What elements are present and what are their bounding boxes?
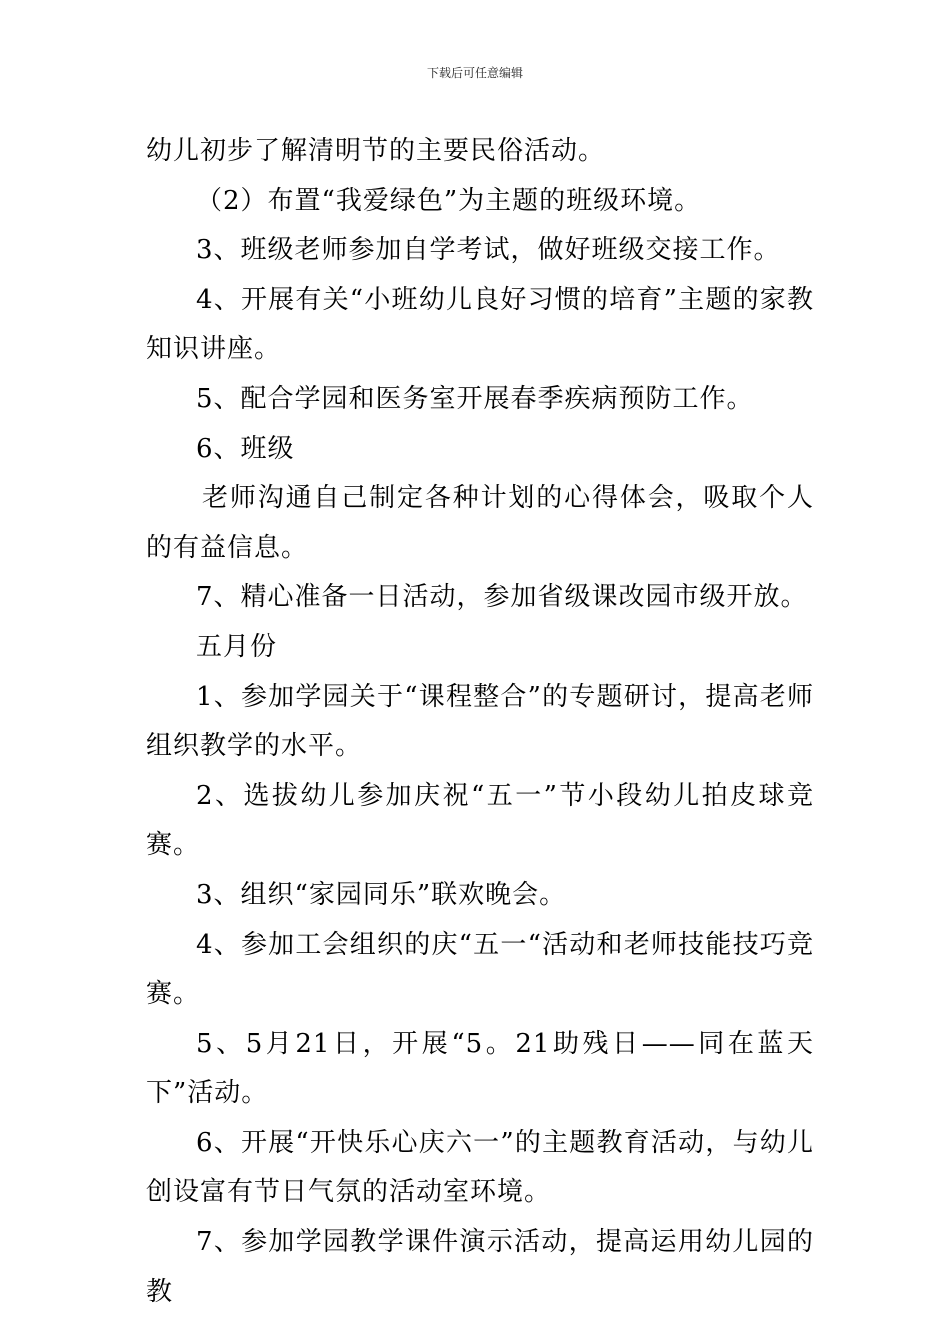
paragraph-13: 4、参加工会组织的庆“五一“活动和老师技能技巧竞赛。: [146, 929, 814, 1010]
page-header: 下载后可任意编辑: [426, 66, 523, 80]
paragraph-5: 5、配合学园和医务室开展春季疾病预防工作。: [196, 383, 754, 414]
section-heading-may: 五月份: [196, 631, 278, 662]
paragraph-15: 6、开展“开快乐心庆六一”的主题教育活动，与幼儿创设富有节日气氛的活动室环境。: [146, 1127, 814, 1208]
paragraph-2: （2）布置“我爱绿色”为主题的班级环境。: [196, 185, 702, 216]
paragraph-14: 5、5月21日，开展“5。21助残日——同在蓝天下”活动。: [146, 1028, 814, 1109]
paragraph-4: 4、开展有关“小班幼儿良好习惯的培育”主题的家教知识讲座。: [146, 284, 814, 365]
paragraph-3: 3、班级老师参加自学考试，做好班级交接工作。: [196, 235, 781, 266]
paragraph-6: 6、班级: [196, 433, 295, 464]
document-body: [146, 127, 814, 1317]
paragraph-1: 幼儿初步了解清明节的主要民俗活动。: [146, 136, 606, 166]
paragraph-10: 1、参加学园关于“课程整合”的专题研讨，提高老师组织教学的水平。: [146, 681, 814, 762]
paragraph-12: 3、组织“家园同乐”联欢晚会。: [196, 879, 567, 910]
paragraph-11: 2、选拔幼儿参加庆祝“五一”节小段幼儿拍皮球竞赛。: [146, 780, 814, 861]
paragraph-8: 7、精心准备一日活动，参加省级课改园市级开放。: [196, 582, 808, 613]
paragraph-7: 老师沟通自己制定各种计划的心得体会，吸取个人的有益信息。: [146, 483, 814, 563]
paragraph-16: 7、参加学园教学课件演示活动，提高运用幼儿园的教: [146, 1227, 814, 1307]
